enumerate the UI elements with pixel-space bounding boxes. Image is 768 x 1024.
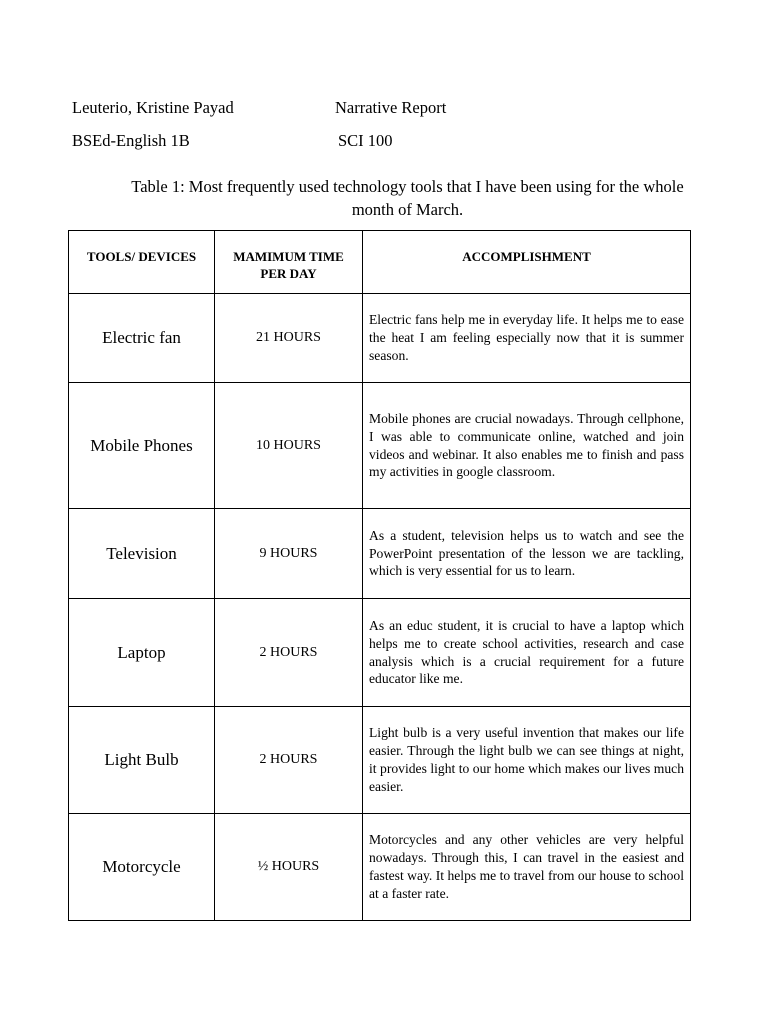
accomplishment-text: Light bulb is a very useful invention that makes our life easier. Through the light bulb we can see things at night, it provides light to our home which makes our lives much easier. [369,725,684,794]
table-row [69,509,691,599]
student-name: Leuterio, Kristine Payad [72,98,234,117]
table-row [69,383,691,509]
table-row [69,294,691,383]
tool-name: Laptop [69,599,215,707]
column-header-max-time: MAMIMUM TIME PER DAY [215,231,363,294]
table-row [69,814,691,921]
table-header-row [69,231,691,294]
accomplishment-text: Mobile phones are crucial nowadays. Through cellphone, I was able to communicate online, watched and join videos and webinar. It also enables me to finish and pass my activities in google classroom. [369,410,684,480]
tool-name: Light Bulb [69,707,215,814]
column-header-tools: TOOLS/ DEVICES [69,231,215,294]
tool-name: Motorcycle [69,814,215,921]
tool-name: Television [69,509,215,599]
subject-code: SCI 100 [338,131,393,150]
accomplishment-text: Motorcycles and any other vehicles are very helpful nowadays. Through this, I can travel in the easiest and fastest way. It helps me to travel from our house to school at a faster rate. [369,832,684,901]
tool-name: Mobile Phones [69,383,215,509]
accomplishment-text: As a student, television helps us to watch and see the PowerPoint presentation of the lesson we are tackling, which is very essential for us to learn. [369,527,684,579]
accomplishment-text: As an educ student, it is crucial to have a laptop which helps me to create school activities, research and case analysis which is a crucial requirement for a future educator like me. [369,617,684,687]
course-section: BSEd-English 1B [72,131,190,150]
technology-tools-table [68,230,691,921]
table-row [69,707,691,814]
column-header-accomplishment: ACCOMPLISHMENT [363,231,691,294]
max-time: ½ HOURS [215,814,363,921]
max-time: 2 HOURS [215,599,363,707]
max-time: 21 HOURS [215,294,363,383]
tool-name: Electric fan [69,294,215,383]
max-time: 9 HOURS [215,509,363,599]
max-time: 10 HOURS [215,383,363,509]
table-caption: Table 1: Most frequently used technology tools that I have been using for the whole month of March. [131,177,684,219]
accomplishment-text: Electric fans help me in everyday life. It helps me to ease the heat I am feeling especially now that it is summer season. [369,312,684,363]
table-row [69,599,691,707]
report-type: Narrative Report [335,98,447,117]
max-time: 2 HOURS [215,707,363,814]
